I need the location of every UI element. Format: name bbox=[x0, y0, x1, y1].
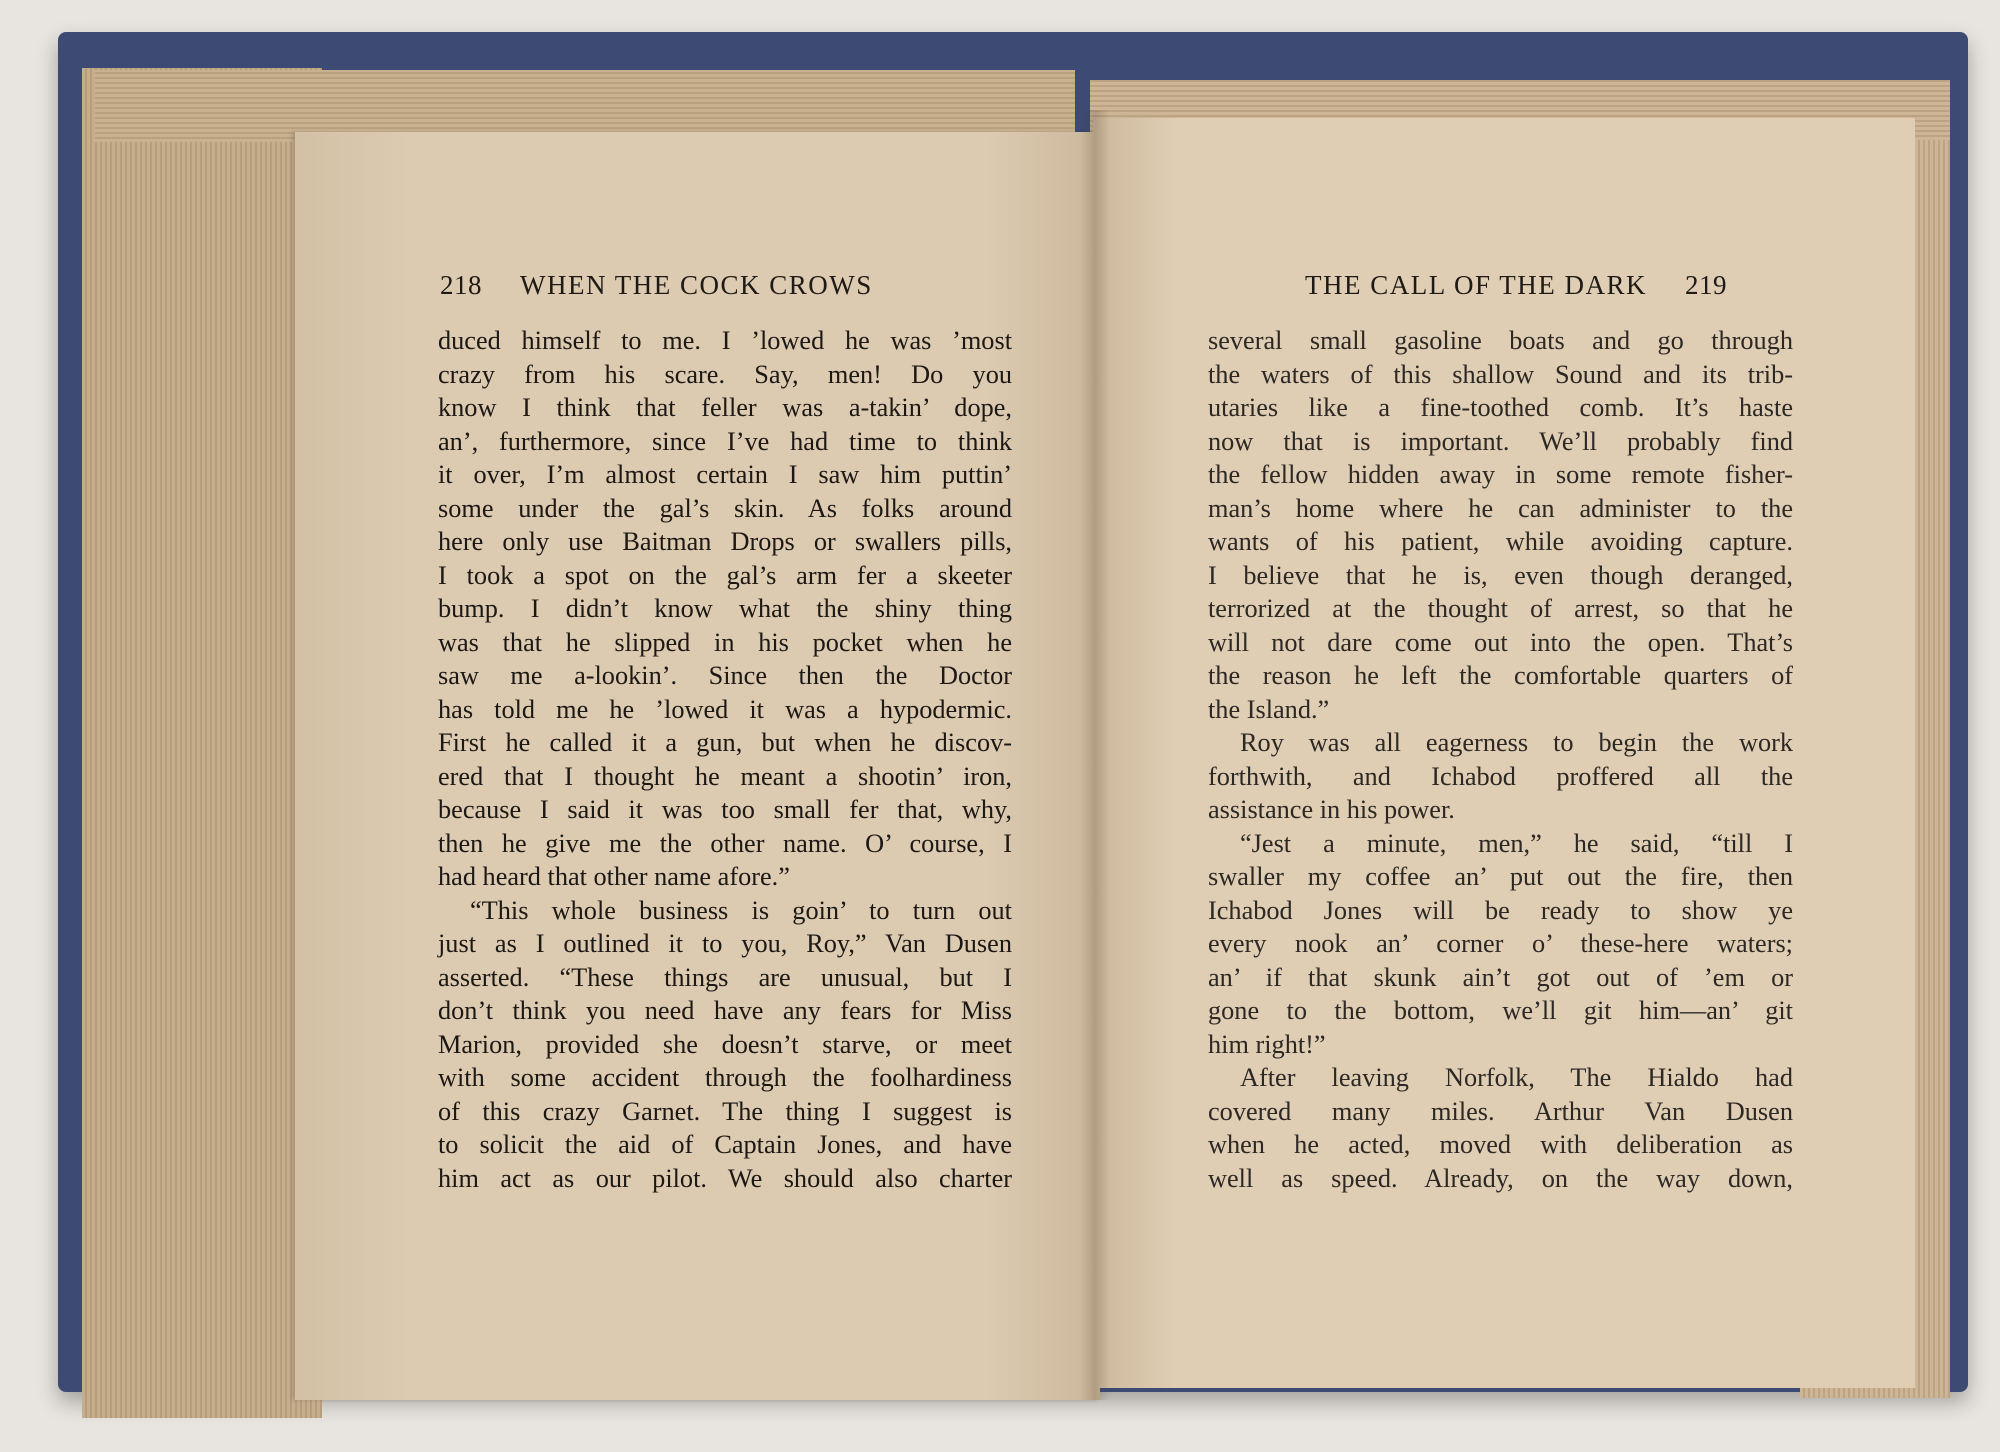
text-line: I took a spot on the gal’s arm fer a skeeter bbox=[438, 560, 1012, 590]
book-gutter bbox=[1080, 110, 1110, 1400]
left-page-edges bbox=[82, 68, 322, 1418]
text-line: when he acted, moved with deliberation as bbox=[1208, 1130, 1793, 1159]
text-line: has told me he ’lowed it was a hypodermic. bbox=[438, 694, 1012, 724]
text-line: saw me a-lookin’. Since then the Doctor bbox=[438, 661, 1012, 690]
right-page-number: 219 bbox=[1685, 270, 1727, 300]
text-line: After leaving Norfolk, The Hialdo had bbox=[1240, 1063, 1793, 1092]
text-line: an’ if that skunk ain’t got out of ’em or bbox=[1208, 962, 1793, 992]
text-line: utaries like a fine-toothed comb. It’s haste bbox=[1208, 393, 1793, 422]
text-line: bump. I didn’t know what the shiny thing bbox=[438, 594, 1012, 623]
text-line: ered that I thought he meant a shootin’ iron, bbox=[438, 761, 1012, 791]
right-running-title: THE CALL OF THE DARK bbox=[1305, 270, 1647, 300]
text-line: some under the gal’s skin. As folks around bbox=[438, 493, 1012, 523]
text-line: just as I outlined it to you, Roy,” Van Dusen bbox=[438, 929, 1012, 958]
text-line: him act as our pilot. We should also charter bbox=[438, 1163, 1012, 1193]
text-line: then he give me the other name. O’ course, I bbox=[438, 828, 1012, 858]
text-line: duced himself to me. I ’lowed he was ’most bbox=[438, 326, 1012, 355]
left-running-head bbox=[440, 270, 873, 301]
text-line: several small gasoline boats and go through bbox=[1208, 326, 1793, 355]
text-line: terrorized at the thought of arrest, so that he bbox=[1208, 594, 1793, 623]
text-line: gone to the bottom, we’ll git him—an’ git bbox=[1208, 996, 1793, 1025]
text-line: don’t think you need have any fears for Miss bbox=[438, 996, 1012, 1025]
text-line: “Jest a minute, men,” he said, “till I bbox=[1240, 828, 1793, 858]
text-line: Roy was all eagerness to begin the work bbox=[1240, 728, 1793, 757]
text-line: “This whole business is goin’ to turn out bbox=[470, 895, 1012, 925]
text-line: well as speed. Already, on the way down, bbox=[1208, 1163, 1793, 1193]
text-line: will not dare come out into the open. That’s bbox=[1208, 627, 1793, 657]
text-line: the reason he left the comfortable quarters of bbox=[1208, 661, 1793, 690]
text-line: I believe that he is, even though deranged, bbox=[1208, 560, 1793, 590]
text-line: covered many miles. Arthur Van Dusen bbox=[1208, 1096, 1793, 1126]
text-line: First he called it a gun, but when he discov- bbox=[438, 728, 1012, 757]
text-line: of this crazy Garnet. The thing I suggest is bbox=[438, 1096, 1012, 1126]
text-line: crazy from his scare. Say, men! Do you bbox=[438, 359, 1012, 389]
text-line: here only use Baitman Drops or swallers pills, bbox=[438, 527, 1012, 556]
text-line: Marion, provided she doesn’t starve, or meet bbox=[438, 1029, 1012, 1059]
left-running-title: WHEN THE COCK CROWS bbox=[520, 270, 873, 300]
text-line: the waters of this shallow Sound and its trib- bbox=[1208, 359, 1793, 389]
text-line: him right!” bbox=[1208, 1029, 1326, 1059]
text-line: forthwith, and Ichabod proffered all the bbox=[1208, 761, 1793, 791]
text-line: assistance in his power. bbox=[1208, 795, 1455, 824]
text-line: an’, furthermore, since I’ve had time to think bbox=[438, 426, 1012, 456]
text-line: to solicit the aid of Captain Jones, and have bbox=[438, 1130, 1012, 1159]
text-line: it over, I’m almost certain I saw him puttin’ bbox=[438, 460, 1012, 489]
left-page-number: 218 bbox=[440, 270, 482, 300]
text-line: because I said it was too small fer that, why, bbox=[438, 795, 1012, 824]
right-running-head bbox=[1305, 270, 1727, 301]
text-line: was that he slipped in his pocket when he bbox=[438, 627, 1012, 657]
text-line: now that is important. We’ll probably find bbox=[1208, 426, 1793, 456]
left-page-body bbox=[438, 324, 1012, 1195]
text-line: asserted. “These things are unusual, but I bbox=[438, 962, 1012, 992]
text-line: every nook an’ corner o’ these-here waters; bbox=[1208, 929, 1793, 958]
text-line: Ichabod Jones will be ready to show ye bbox=[1208, 895, 1793, 925]
text-line: the Island.” bbox=[1208, 694, 1330, 724]
text-line: had heard that other name afore.” bbox=[438, 862, 790, 891]
text-line: man’s home where he can administer to the bbox=[1208, 493, 1793, 523]
text-line: the fellow hidden away in some remote fisher- bbox=[1208, 460, 1793, 489]
text-line: swaller my coffee an’ put out the fire, then bbox=[1208, 862, 1793, 891]
text-line: wants of his patient, while avoiding capture. bbox=[1208, 527, 1793, 556]
text-line: know I think that feller was a-takin’ dope, bbox=[438, 393, 1012, 422]
right-page-body bbox=[1208, 324, 1793, 1195]
text-line: with some accident through the foolhardiness bbox=[438, 1063, 1012, 1092]
